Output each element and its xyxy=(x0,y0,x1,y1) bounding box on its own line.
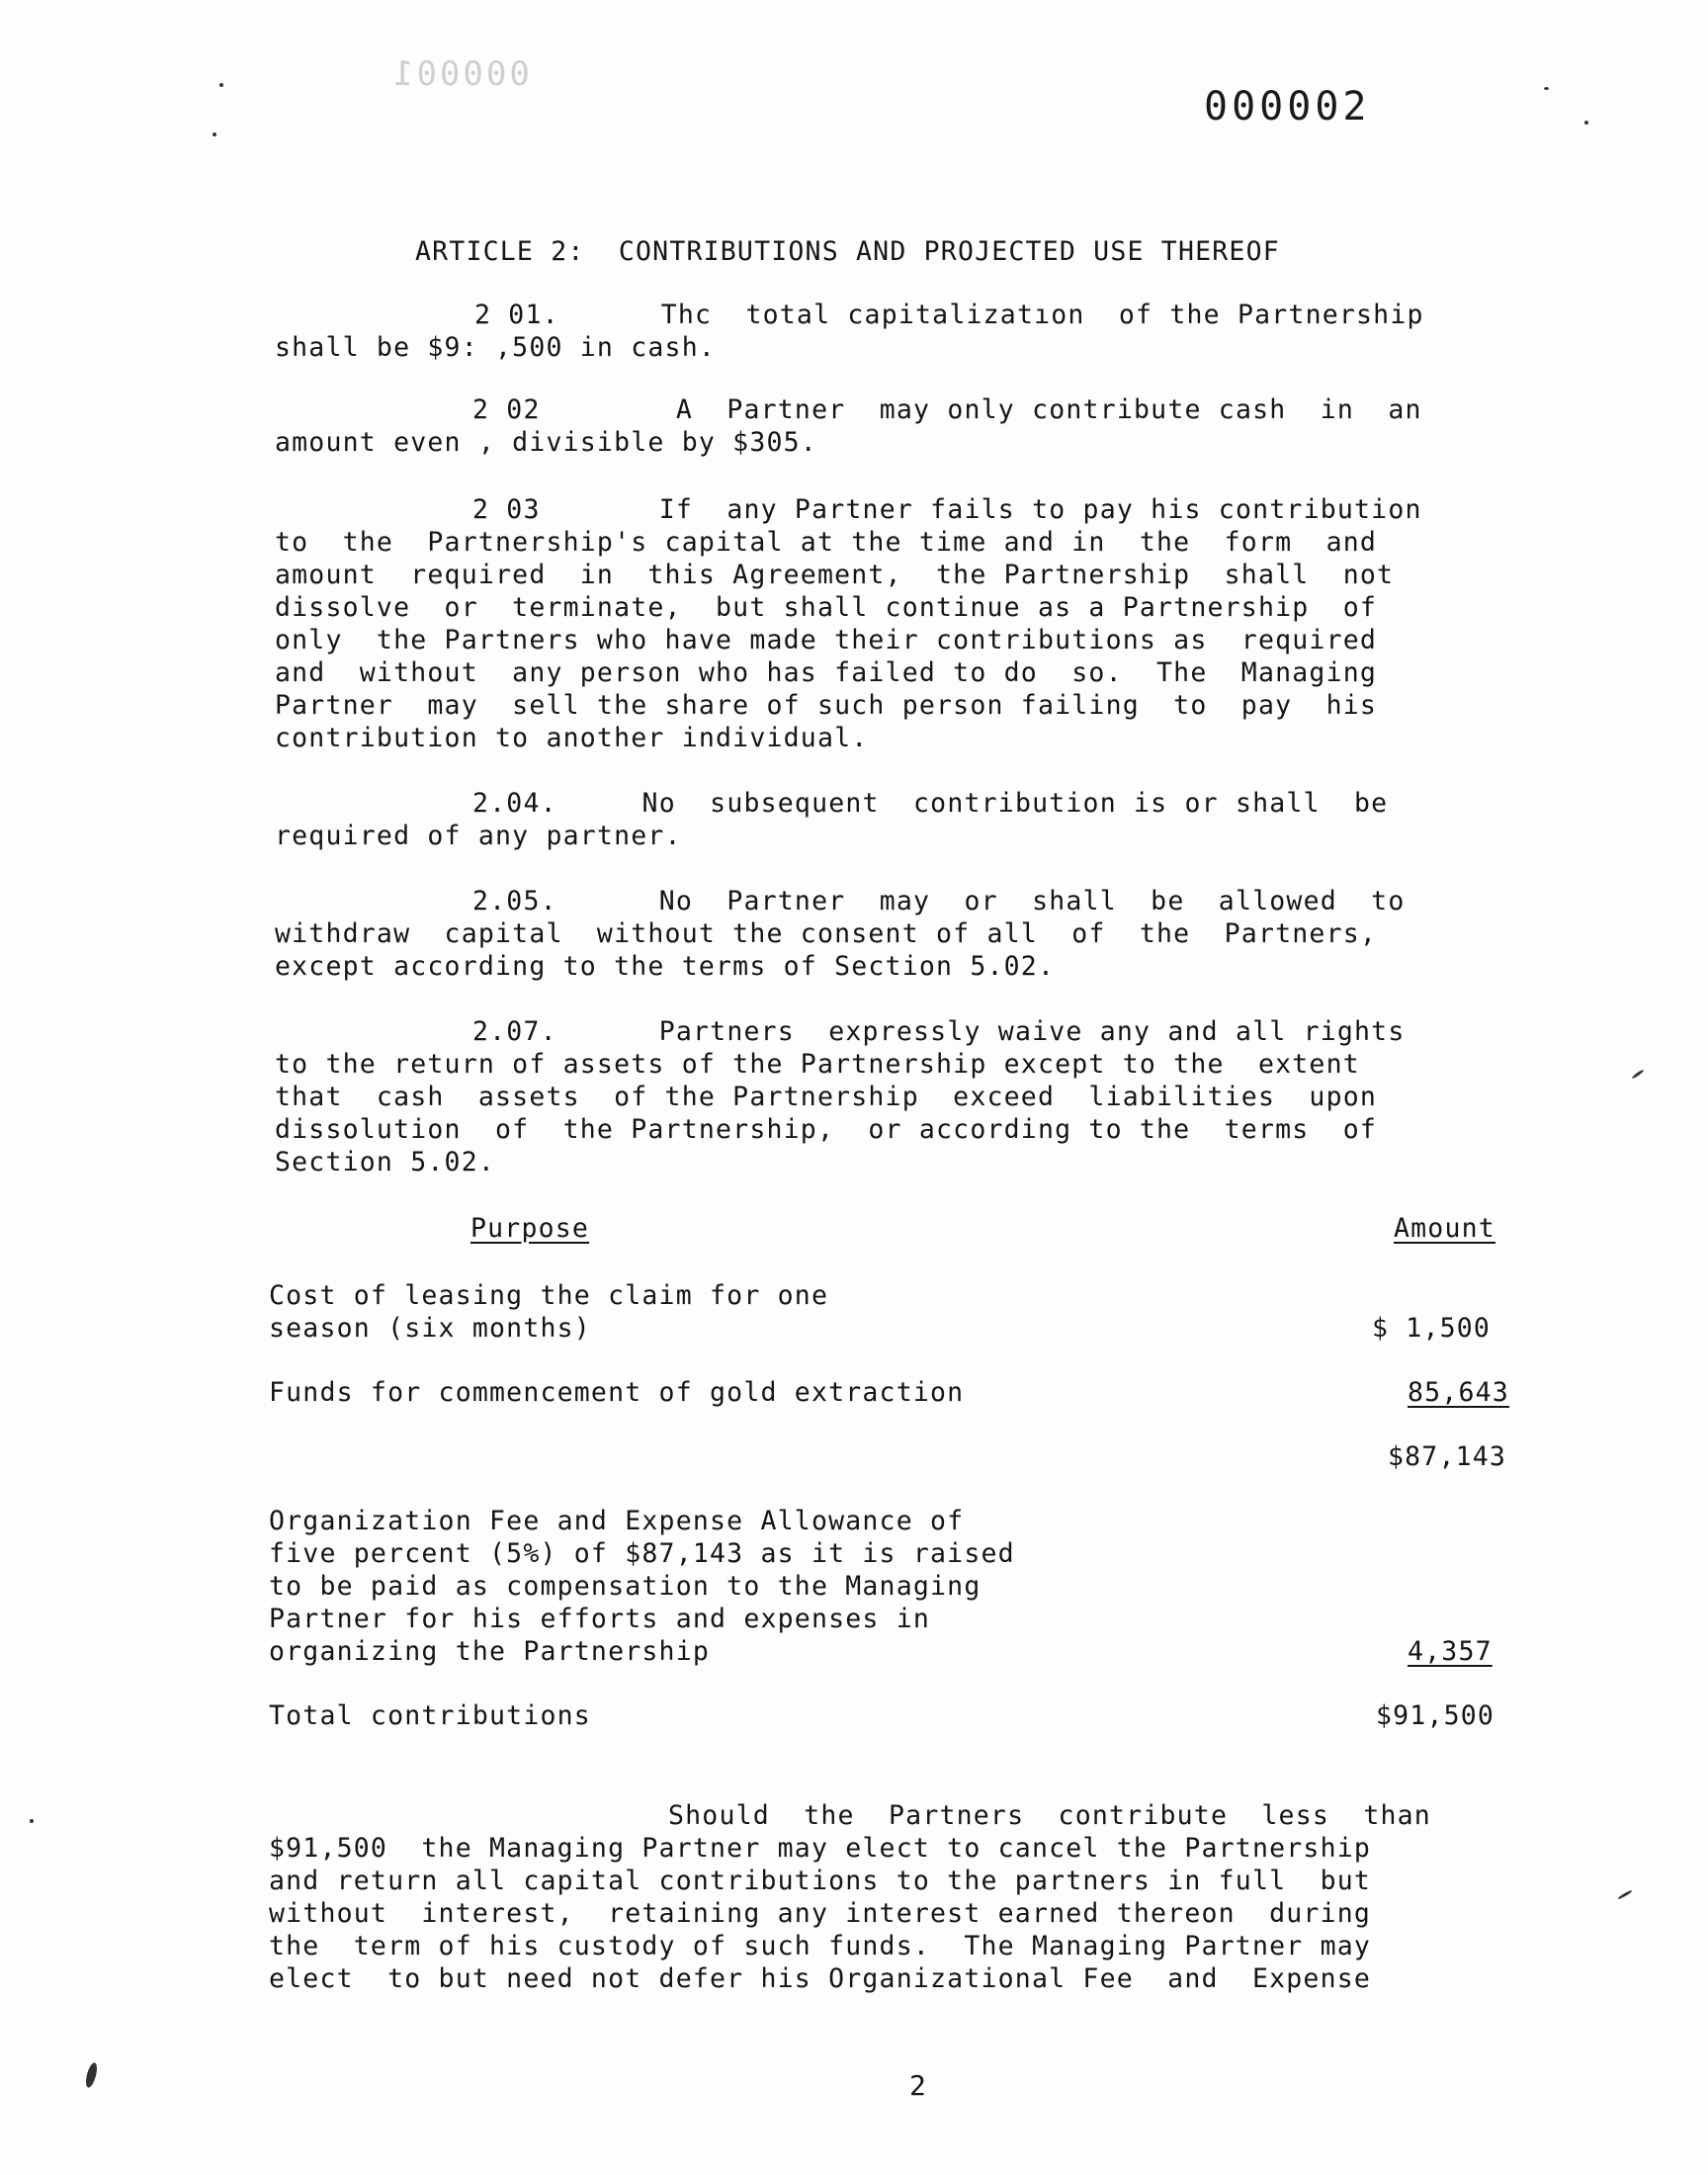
closing-paragraph-line-6: elect to but need not defer his Organizational Fee and Expense xyxy=(269,1963,1372,1994)
organization-fee-line-4: Partner for his efforts and expenses in xyxy=(269,1604,931,1634)
section-2-01-line-1: 2 01. Thc total capitalizatıon of the Partnership xyxy=(474,300,1424,330)
closing-paragraph-line-4: without interest, retaining any interest earned thereon during xyxy=(269,1898,1372,1929)
lease-cost-line-2: season (six months) xyxy=(269,1313,591,1344)
section-2-03-line-3: amount required in this Agreement, the Partnership shall not xyxy=(275,560,1395,590)
organization-fee-line-1: Organization Fee and Expense Allowance of xyxy=(269,1506,965,1536)
lease-cost-amount: $ 1,500 xyxy=(1372,1313,1492,1344)
total-contributions-amount: $91,500 xyxy=(1376,1700,1495,1731)
section-2-05-line-1: 2.05. No Partner may or shall be allowed to xyxy=(472,886,1406,916)
bleed-through-number: 000001 xyxy=(390,54,530,94)
scan-speck xyxy=(1544,87,1549,90)
ink-mark xyxy=(84,2061,99,2088)
organization-fee-amount: 4,357 xyxy=(1408,1636,1493,1667)
scan-speck xyxy=(219,83,223,87)
closing-paragraph-line-2: $91,500 the Managing Partner may elect to cancel the Partnership xyxy=(269,1833,1372,1864)
section-2-04-line-1: 2.04. No subsequent contribution is or shall be xyxy=(472,788,1389,819)
closing-paragraph-line-3: and return all capital contributions to the partners in full but xyxy=(269,1866,1372,1896)
section-2-07-line-5: Section 5.02. xyxy=(275,1147,496,1177)
organization-fee-line-5: organizing the Partnership xyxy=(269,1636,711,1667)
total-contributions-label: Total contributions xyxy=(269,1700,591,1731)
article-title: ARTICLE 2: CONTRIBUTIONS AND PROJECTED USE THEREOF xyxy=(415,236,1280,267)
scan-speck xyxy=(30,1819,34,1823)
section-2-07-line-1: 2.07. Partners expressly waive any and all rights xyxy=(472,1016,1406,1047)
scan-speck xyxy=(1584,121,1588,125)
page-number: 2 xyxy=(909,2069,926,2102)
section-2-03-line-1: 2 03 If any Partner fails to pay his contribution xyxy=(472,494,1422,525)
section-2-05-line-2: withdraw capital without the consent of all of the Partners, xyxy=(275,918,1378,949)
section-2-04-line-2: required of any partner. xyxy=(275,821,682,851)
scan-speck xyxy=(1631,1069,1644,1079)
lease-cost-line-1: Cost of leasing the claim for one xyxy=(269,1280,829,1311)
section-2-03-line-6: and without any person who has failed to do so. The Managing xyxy=(275,657,1378,688)
section-2-03-line-2: to the Partnership's capital at the time and in the form and xyxy=(275,527,1378,558)
gold-extraction-funds-label: Funds for commencement of gold extraction xyxy=(269,1377,965,1408)
section-2-05-line-3: except according to the terms of Section 5.02. xyxy=(275,951,1056,982)
scan-speck xyxy=(1617,1889,1632,1900)
section-2-07-line-4: dissolution of the Partnership, or according to the terms of xyxy=(275,1114,1378,1145)
section-2-02-line-2: amount even , divisible by $305. xyxy=(275,427,817,458)
section-2-07-line-2: to the return of assets of the Partnership except to the extent xyxy=(275,1049,1360,1080)
document-number: 000002 xyxy=(1204,84,1371,130)
closing-paragraph-line-1: Should the Partners contribute less than xyxy=(668,1800,1431,1831)
section-2-03-line-8: contribution to another individual. xyxy=(275,723,869,753)
section-2-07-line-3: that cash assets of the Partnership exceed liabilities upon xyxy=(275,1082,1378,1112)
section-2-01-line-2: shall be $9: ,500 in cash. xyxy=(275,332,717,363)
section-2-02-line-1: 2 02 A Partner may only contribute cash in an xyxy=(472,394,1422,425)
organization-fee-line-2: five percent (5%) of $87,143 as it is raised xyxy=(269,1538,1015,1569)
organization-fee-line-3: to be paid as compensation to the Managing xyxy=(269,1571,982,1602)
subtotal-amount: $87,143 xyxy=(1388,1441,1507,1472)
scan-speck xyxy=(213,132,216,136)
section-2-03-line-7: Partner may sell the share of such person failing to pay his xyxy=(275,690,1378,721)
gold-extraction-funds-amount: 85,643 xyxy=(1408,1377,1509,1408)
section-2-03-line-4: dissolve or terminate, but shall continue as a Partnership of xyxy=(275,592,1378,623)
amount-column-header: Amount xyxy=(1394,1213,1495,1244)
closing-paragraph-line-5: the term of his custody of such funds. The Managing Partner may xyxy=(269,1931,1372,1961)
purpose-column-header: Purpose xyxy=(470,1213,590,1244)
section-2-03-line-5: only the Partners who have made their contributions as required xyxy=(275,625,1378,655)
